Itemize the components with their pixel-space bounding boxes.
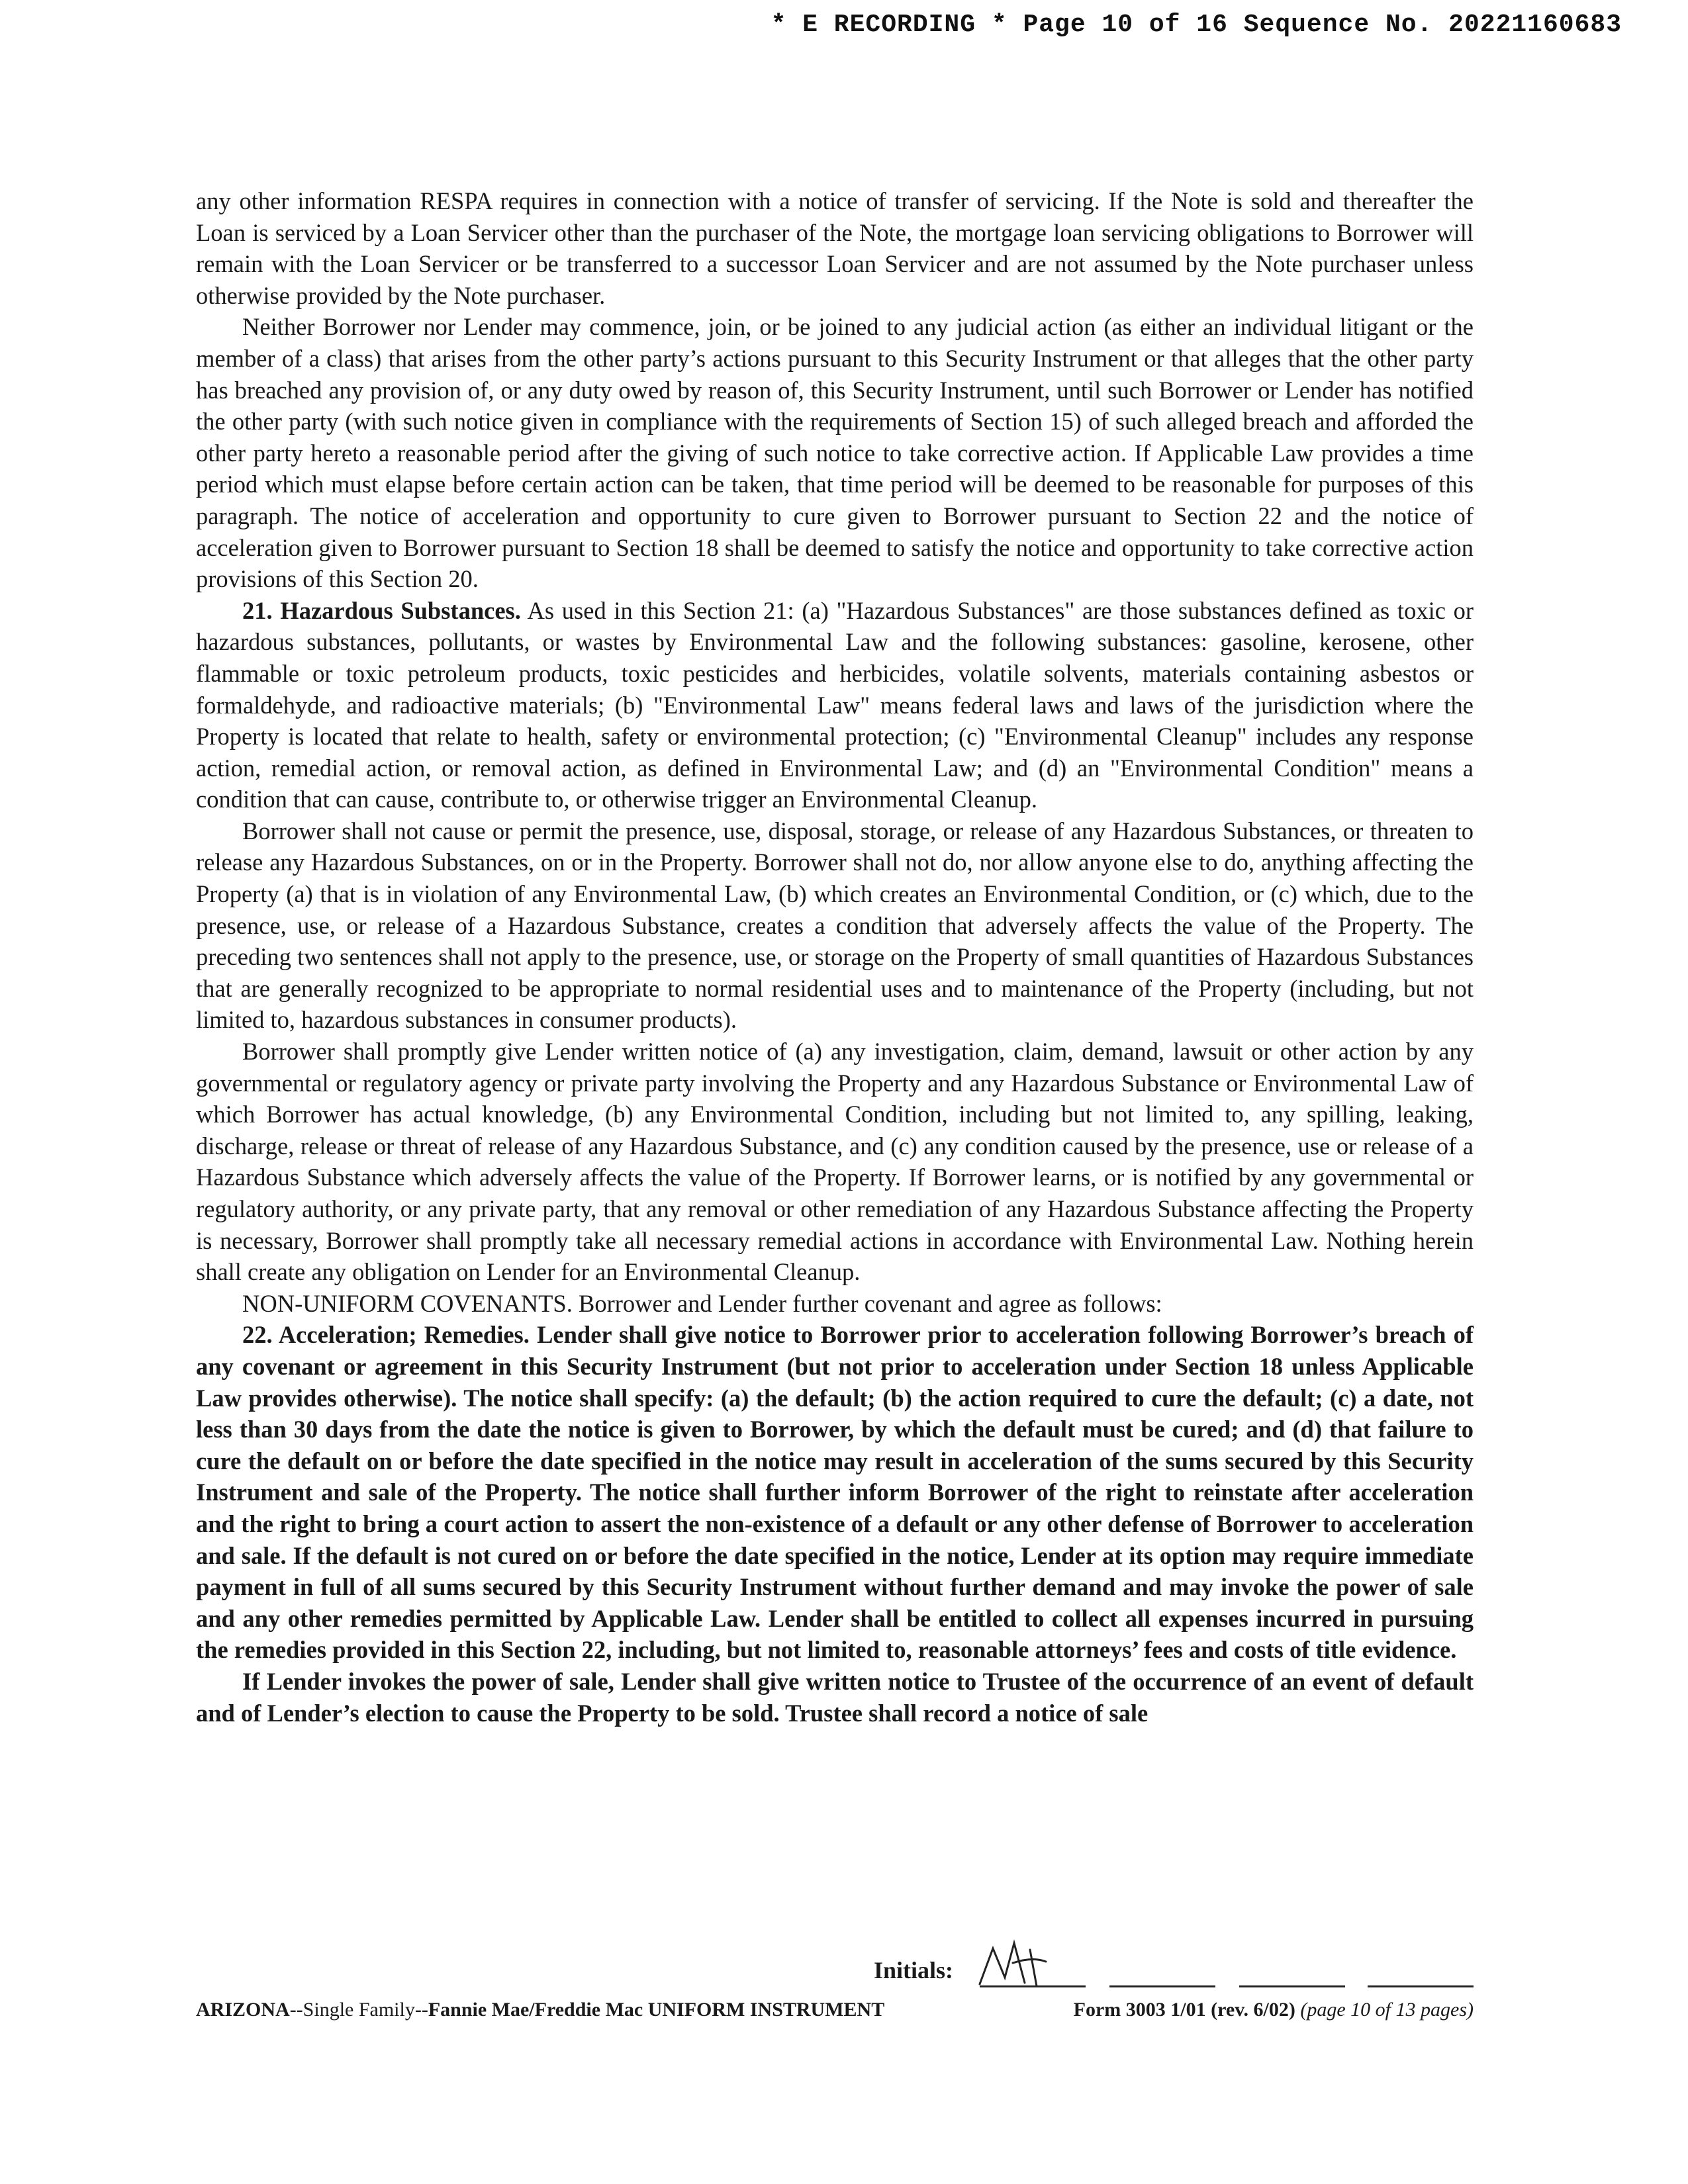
paragraph-servicing-continued: any other information RESPA requires in connection with a notice of transfer of servicing. If the Note is sold and thereafter the Loan is serviced by a Loan Servicer other than the purchaser of the Note, the mortgage loan servicing obligations to Borrower will remain with the Loan Servicer or be transferred to a successor Loan Servicer and are not assumed by the Note purchaser unless otherwise provided by the Note purchaser.: [196, 187, 1474, 309]
initials-line-1: [980, 1985, 1086, 1987]
initials-line-4: [1368, 1985, 1474, 1987]
section-21-text: As used in this Section 21: (a) "Hazardous Substances" are those substances defined as toxic or hazardous substances, pollutants, or wastes by Environmental Law and the following substances: gasoline, kerosene, other flammable or toxic petroleum products, toxic pesticides and herbicides, volatile solvents, materials containing asbestos or formaldehyde, and radioactive materials; (b) "Environmental Law" means federal laws and laws of the jurisdiction where the Property is located that relate to health, safety or environmental protection; (c) "Environmental Cleanup" includes any response action, remedial action, or removal action, as defined in Environmental Law; and (d) an "Environmental Condition" means a condition that can cause, contribute to, or otherwise trigger an Environmental Cleanup.: [196, 596, 1474, 813]
paragraph-hazardous-notice: Borrower shall promptly give Lender written notice of (a) any investigation, claim, demand, lawsuit or other action by any governmental or regulatory agency or private party involving the Property and any Hazardous Substance or Environmental Law of which Borrower has actual knowledge, (b) any Environmental Condition, including but not limited to, any spilling, leaking, discharge, release or threat of release of any Hazardous Substance, and (c) any condition caused by the presence, use or release of a Hazardous Substance which adversely affects the value of the Property. If Borrower learns, or is notified by any governmental or regulatory authority, or any private party, that any removal or other remediation of any Hazardous Substance affecting the Property is necessary, Borrower shall promptly take all necessary remedial actions in accordance with Environmental Law. Nothing herein shall create any obligation on Lender for an Environmental Cleanup.: [196, 1038, 1474, 1286]
paragraph-non-uniform-covenants: NON-UNIFORM COVENANTS. Borrower and Lender further covenant and agree as follows:: [242, 1289, 1162, 1317]
section-21-paragraph: [196, 595, 1474, 815]
paragraph-hazardous-presence: Borrower shall not cause or permit the presence, use, disposal, storage, or release of any Hazardous Substances, or threaten to release any Hazardous Substances, on or in the Property. Borrower shall not do, nor allow anyone else to do, anything affecting the Property (a) that is in violation of any Environmental Law, (b) which creates an Environmental Condition, or (c) which, due to the presence, use, or release of a Hazardous Substance, creates a condition that adversely affects the value of the Property. The preceding two sentences shall not apply to the presence, use, or storage on the Property of small quantities of Hazardous Substances that are generally recognized to be appropriate to normal residential uses and to maintenance of the Property (including, but not limited to, hazardous substances in consumer products).: [196, 817, 1474, 1034]
footer-form: Form 3003 1/01 (rev. 6/02): [1073, 1999, 1295, 2021]
footer-form-number: [1074, 1999, 1474, 2021]
section-21-heading: 21. Hazardous Substances.: [242, 596, 521, 624]
footer-agencies: Fannie Mae/Freddie Mac UNIFORM INSTRUMENT: [428, 1999, 885, 2021]
paragraph-notice-of-grievance: Neither Borrower nor Lender may commence, join, or be joined to any judicial action (as either an individual litigant or the member of a class) that arises from the other party’s actions pursuant to this Security Instrument or that alleges that the other party has breached any provision of, or any duty owed by reason of, this Security Instrument, until such Borrower or Lender has notified the other party (with such notice given in compliance with the requirements of Section 15) of such alleged breach and afforded the other party hereto a reasonable period after the giving of such notice to take corrective action. If Applicable Law provides a time period which must elapse before certain action can be taken, that time period will be deemed to be reasonable for purposes of this paragraph. The notice of acceleration and opportunity to cure given to Borrower pursuant to Section 22 and the notice of acceleration given to Borrower pursuant to Section 18 shall be deemed to satisfy the notice and opportunity to take corrective action provisions of this Section 20.: [196, 313, 1474, 593]
footer-separator: --Single Family--: [289, 1999, 428, 2021]
initials-row: [874, 1944, 1474, 1991]
paragraph-power-of-sale: If Lender invokes the power of sale, Lender shall give written notice to Trustee of the occurrence of an event of default and of Lender’s election to cause the Property to be sold. Trustee shall record a notice of sale: [196, 1667, 1474, 1727]
section-22-paragraph: 22. Acceleration; Remedies. Lender shall give notice to Borrower prior to acceleration following Borrower’s breach of any covenant or agreement in this Security Instrument (but not prior to acceleration under Section 18 unless Applicable Law provides otherwise). The notice shall specify: (a) the default; (b) the action required to cure the default; (c) a date, not less than 30 days from the date the notice is given to Borrower, by which the default must be cured; and (d) that failure to cure the default on or before the date specified in the notice may result in acceleration of the sums secured by this Security Instrument and sale of the Property. The notice shall further inform Borrower of the right to reinstate after acceleration and the right to bring a court action to assert the non-existence of a default or any other defense of Borrower to acceleration and sale. If the default is not cured on or before the date specified in the notice, Lender at its option may require immediate payment in full of all sums secured by this Security Instrument without further demand and may invoke the power of sale and any other remedies permitted by Applicable Law. Lender shall be entitled to collect all expenses incurred in pursuing the remedies provided in this Section 22, including, but not limited to, reasonable attorneys’ fees and costs of title evidence.: [196, 1321, 1474, 1664]
initials-line-3: [1239, 1985, 1345, 1987]
recording-banner: * E RECORDING * Page 10 of 16 Sequence No. 20221160683: [771, 11, 1622, 39]
initials-line-2: [1109, 1985, 1215, 1987]
initials-signature-mark: [973, 1936, 1092, 1989]
document-body: [196, 185, 1474, 1729]
footer-state: ARIZONA: [196, 1999, 290, 2021]
footer-form-title: [196, 1999, 884, 2021]
initials-label: Initials:: [874, 1957, 954, 1983]
footer-page-of: (page 10 of 13 pages): [1300, 1999, 1474, 2021]
